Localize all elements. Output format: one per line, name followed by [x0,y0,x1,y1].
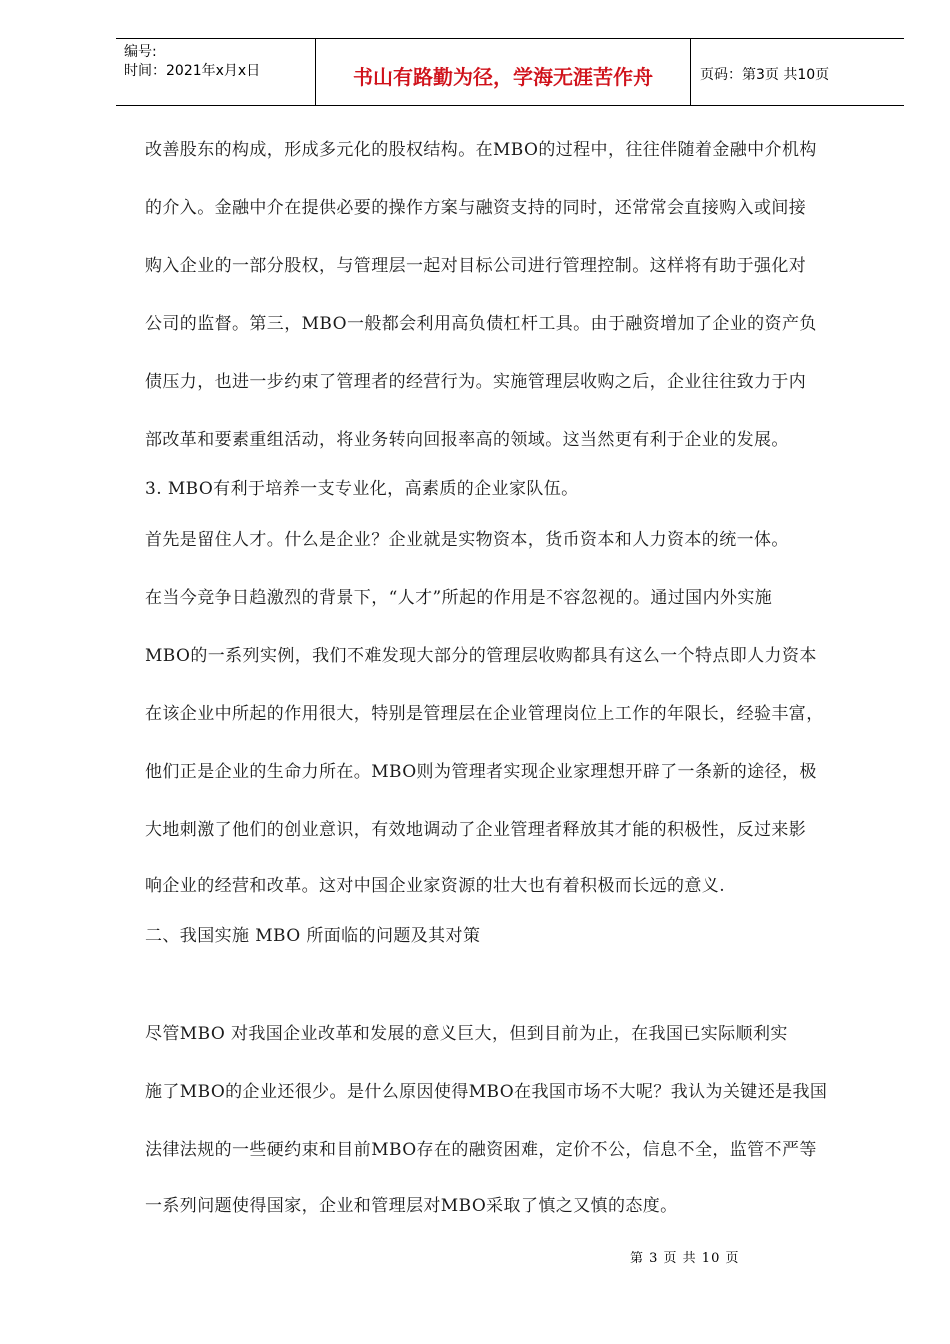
body-line: 部改革和要素重组活动，将业务转向回报率高的领域。这当然更有利于企业的发展。 [145,430,789,450]
serial-number-label: 编号: [124,44,157,60]
body-line: 首先是留住人才。什么是企业？企业就是实物资本，货币资本和人力资本的统一体。 [145,530,789,550]
body-line: 大地刺激了他们的创业意识，有效地调动了企业管理者释放其才能的积极性，反过来影 [145,820,807,840]
body-line: 法律法规的一些硬约束和目前MBO存在的融资困难，定价不公，信息不全，监管不严等 [145,1140,817,1160]
body-line: MBO的一系列实例，我们不难发现大部分的管理层收购都具有这么一个特点即人力资本 [145,646,817,666]
body-line: 他们正是企业的生命力所在。MBO则为管理者实现企业家理想开辟了一条新的途径，极 [145,762,817,782]
header-page-number: 页码：第3页 共10页 [700,67,830,83]
body-line: 的介入。金融中介在提供必要的操作方案与融资支持的同时，还常常会直接购入或间接 [145,198,807,218]
section-item-3: 3. MBO有利于培养一支专业化，高素质的企业家队伍。 [145,479,579,499]
body-line: 一系列问题使得国家，企业和管理层对MBO采取了慎之又慎的态度。 [145,1196,678,1216]
date-label: 时间：2021年x月x日 [124,63,261,79]
body-line: 施了MBO的企业还很少。是什么原因使得MBO在我国市场不大呢？我认为关键还是我国 [145,1082,828,1102]
body-line: 购入企业的一部分股权，与管理层一起对目标公司进行管理控制。这样将有助于强化对 [145,256,807,276]
body-line: 在当今竞争日趋激烈的背景下，“人才”所起的作用是不容忽视的。通过国内外实施 [145,588,773,608]
header-divider [690,39,691,106]
body-line: 响企业的经营和改革。这对中国企业家资源的壮大也有着积极而长远的意义. [145,876,726,896]
header-slogan: 书山有路勤为径，学海无涯苦作舟 [353,65,653,89]
section-heading: 二、我国实施 MBO 所面临的问题及其对策 [145,926,481,946]
body-line: 尽管MBO 对我国企业改革和发展的意义巨大，但到目前为止，在我国已实际顺利实 [145,1024,788,1044]
header-meta [124,43,260,81]
body-line: 债压力，也进一步约束了管理者的经营行为。实施管理层收购之后，企业往往致力于内 [145,372,807,392]
page-footer: 第 3 页 共 10 页 [630,1251,740,1266]
body-line: 改善股东的构成，形成多元化的股权结构。在MBO的过程中，往往伴随着金融中介机构 [145,140,817,160]
body-line: 在该企业中所起的作用很大，特别是管理层在企业管理岗位上工作的年限长，经验丰富， [145,704,824,724]
body-line: 公司的监督。第三，MBO一般都会利用高负债杠杆工具。由于融资增加了企业的资产负 [145,314,817,334]
page-header [116,38,904,106]
